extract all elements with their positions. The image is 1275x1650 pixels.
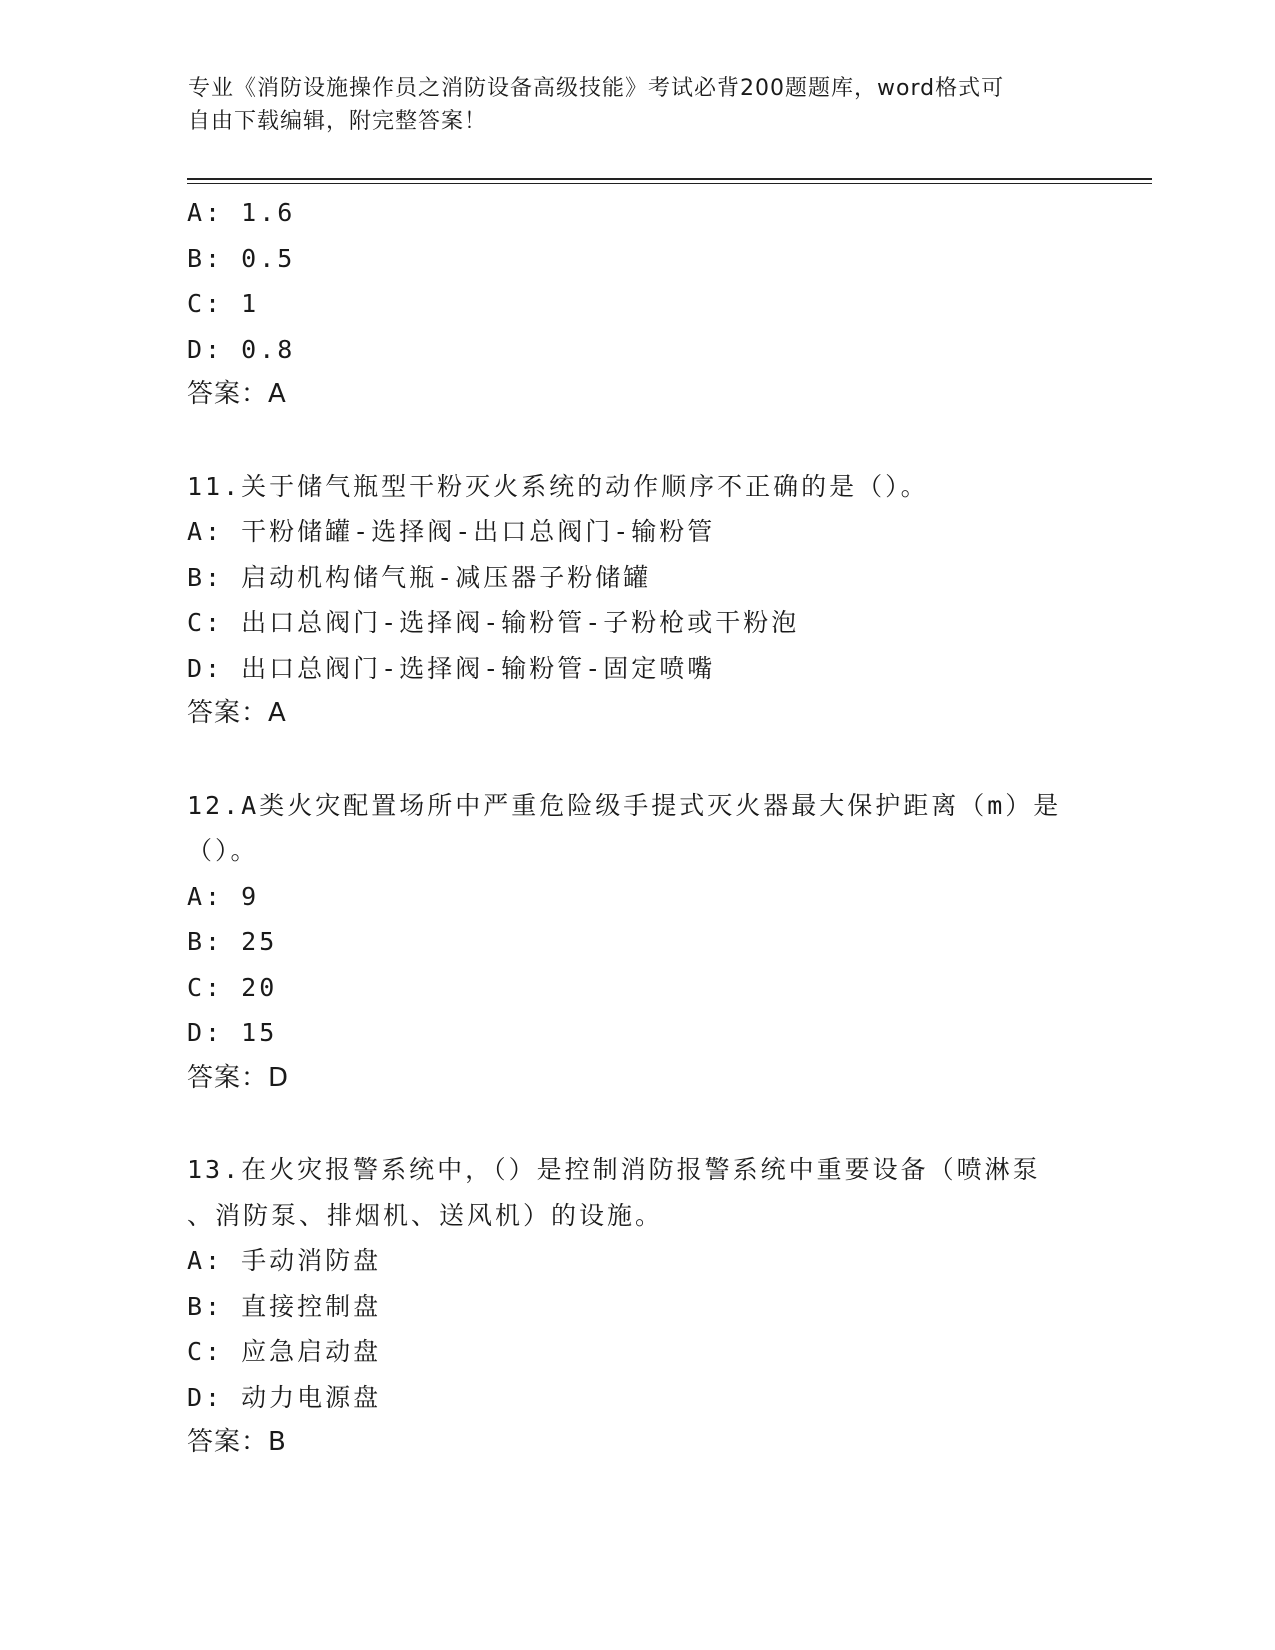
answer-line: 答案：D <box>187 1062 290 1093</box>
question-text: 11.关于储气瓶型干粉灭火系统的动作顺序不正确的是（）。 <box>187 471 929 501</box>
option-a: A: 干粉储罐-选择阀-出口总阀门-输粉管 <box>187 517 716 546</box>
answer-line: 答案：A <box>187 698 287 728</box>
option-a: A: 手动消防盘 <box>187 1246 382 1275</box>
option-c: C: 1 <box>187 289 260 318</box>
option-d: D: 0.8 <box>187 334 296 364</box>
option-b: B: 25 <box>187 927 278 956</box>
header-rule-thin <box>187 183 1152 184</box>
header-rule-thick <box>187 178 1152 180</box>
question-text-cont: （）。 <box>187 836 259 865</box>
question-12 <box>187 783 1087 1102</box>
option-d: D: 动力电源盘 <box>187 1382 382 1412</box>
option-b: B: 直接控制盘 <box>187 1291 382 1321</box>
option-b: B: 启动机构储气瓶-减压器子粉储罐 <box>187 562 652 592</box>
option-d: D: 出口总阀门-选择阀-输粉管-固定喷嘴 <box>187 653 716 683</box>
question-text: 12.A类火灾配置场所中严重危险级手提式灭火器最大保护距离（m）是 <box>187 790 1062 820</box>
question-13 <box>187 1147 1087 1466</box>
question-text: 13.在火灾报警系统中，（）是控制消防报警系统中重要设备（喷淋泵 <box>187 1155 1041 1184</box>
option-a: A: 1.6 <box>187 198 296 227</box>
prev-question-block <box>187 190 1087 418</box>
document-header <box>188 72 1088 138</box>
option-d: D: 15 <box>187 1018 278 1047</box>
option-c: C: 20 <box>187 972 278 1002</box>
option-a: A: 9 <box>187 881 260 911</box>
question-text-cont: 、消防泵、排烟机、送风机）的设施。 <box>187 1200 664 1230</box>
answer-line: 答案：B <box>187 1427 287 1457</box>
header-line-2: 自由下载编辑，附完整答案！ <box>188 109 488 134</box>
question-11 <box>187 464 1087 737</box>
option-c: C: 应急启动盘 <box>187 1337 382 1366</box>
document-body <box>187 190 1087 1466</box>
answer-line: 答案：A <box>187 379 287 409</box>
option-c: C: 出口总阀门-选择阀-输粉管-子粉枪或干粉泡 <box>187 608 800 637</box>
header-line-1: 专业《消防设施操作员之消防设备高级技能》考试必背200题题库，word格式可 <box>188 76 1005 101</box>
option-b: B: 0.5 <box>187 243 296 273</box>
